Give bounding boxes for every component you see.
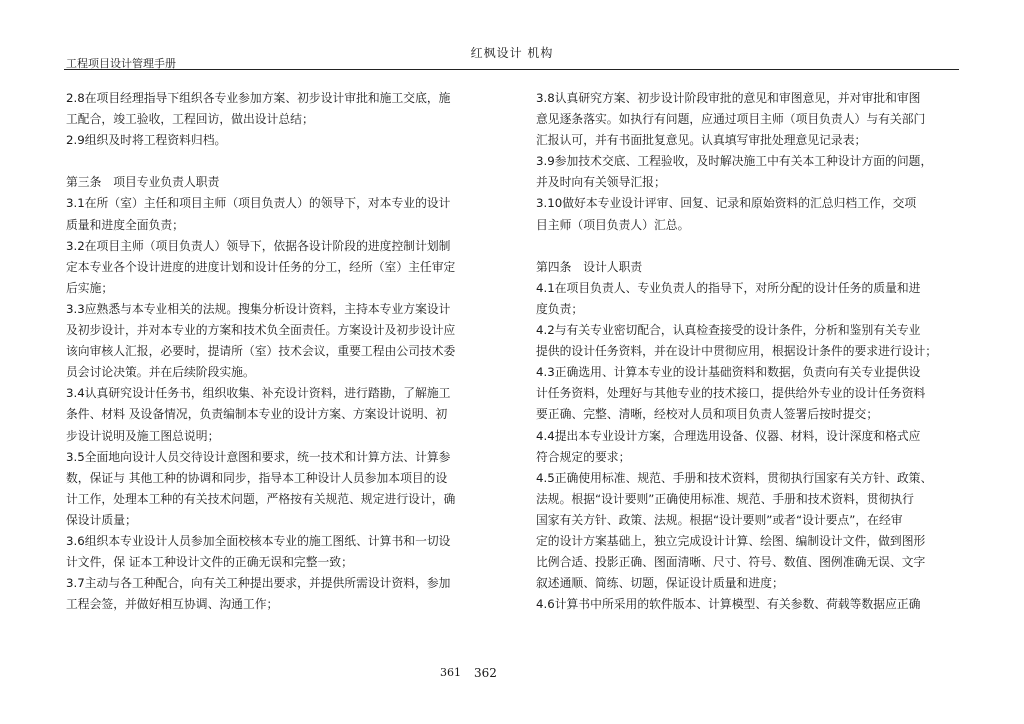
text-line: 叙述通顺、简练、切题，保证设计质量和进度； (536, 576, 784, 591)
text-line: 汇报认可，并有书面批复意见。认真填写审批处理意见记录表； (536, 133, 867, 148)
text-line: 3.6组织本专业设计人员参加全面校核本专业的施工图纸、计算书和一切设 (66, 533, 451, 548)
right-page-column (536, 88, 961, 615)
text-line: 3.1在所（室）主任和项目主师（项目负责人）的领导下，对本专业的设计 (66, 196, 451, 211)
header-divider (64, 69, 959, 70)
text-line: 4.3正确选用、计算本专业的设计基础资料和数据，负责向有关专业提供设 (536, 365, 921, 380)
text-line: 保设计质量； (66, 512, 137, 527)
text-line: 计工作，处理本工种的有关技术问题，严格按有关规范、规定进行设计，确 (66, 491, 456, 506)
text-line: 2.8在项目经理指导下组织各专业参加方案、初步设计审批和施工交底，施 (66, 91, 451, 105)
text-line: 及初步设计，并对本专业的方案和技术负全面责任。方案设计及初步设计应 (66, 323, 456, 338)
text-line: 3.2在项目主师（项目负责人）领导下，依据各设计阶段的进度控制计划制 (66, 238, 451, 253)
text-line: 员会讨论决策。并在后续阶段实施。 (66, 365, 255, 380)
text-line: 数，保证与 其他工种的协调和同步，指导本工种设计人员参加本项目的设 (66, 470, 448, 485)
text-line: 后实施； (66, 280, 114, 295)
text-line: 4.5正确使用标准、规范、手册和技术资料，贯彻执行国家有关方针、政策、 (536, 470, 933, 485)
text-line: 2.9组织及时将工程资料归档。 (66, 133, 227, 148)
text-line: 条件、材料 及设备情况，负责编制本专业的设计方案、方案设计说明、初 (66, 407, 448, 422)
text-line: 工程会签，并做好相互协调、沟通工作； (66, 597, 279, 612)
text-line: 4.2与有关专业密切配合，认真检查接受的设计条件，分析和鉴别有关专业 (536, 323, 921, 338)
text-line: 4.1在项目负责人、专业负责人的指导下，对所分配的设计任务的质量和进 (536, 280, 921, 295)
text-line: 并及时向有关领导汇报； (536, 175, 666, 190)
blank-line (66, 151, 491, 172)
text-line: 步设计说明及施工图总说明； (66, 428, 220, 443)
text-line: 3.4认真研究设计任务书，组织收集、补充设计资料，进行踏勘，了解施工 (66, 386, 451, 401)
text-line: 3.7主动与各工种配合，向有关工种提出要求，并提供所需设计资料，参加 (66, 576, 451, 591)
text-line: 提供的设计任务资料，并在设计中贯彻应用，根据设计条件的要求进行设计； (536, 344, 938, 359)
text-line: 国家有关方针、政策、法规。根据“设计要则”或者“设计要点”，在经审 (536, 512, 903, 527)
text-line: 度负责； (536, 301, 584, 316)
page-number-left: 361 (440, 666, 461, 679)
text-line: 定本专业各个设计进度的进度计划和设计任务的分工，经所（室）主任审定 (66, 259, 456, 274)
text-line: 比例合适、投影正确、图面清晰、尺寸、符号、数值、图例准确无误、文字 (536, 555, 926, 570)
text-line: 法规。根据“设计要则”正确使用标准、规范、手册和技术资料，贯彻执行 (536, 491, 914, 506)
text-line: 质量和进度全面负责； (66, 217, 184, 232)
text-line: 目主师（项目负责人）汇总。 (536, 217, 690, 232)
text-line: 3.9参加技术交底、工程验收，及时解决施工中有关本工种设计方面的问题， (536, 154, 933, 169)
text-line: 意见逐条落实。如执行有问题，应通过项目主师（项目负责人）与有关部门 (536, 112, 926, 127)
text-line: 计任务资料，处理好与其他专业的技术接口，提供给外专业的设计任务资料 (536, 386, 926, 401)
text-line: 4.6计算书中所采用的软件版本、计算模型、有关参数、荷载等数据应正确 (536, 597, 921, 612)
left-page-column (66, 88, 491, 615)
text-line: 定的设计方案基础上，独立完成设计计算、绘图、编制设计文件，做到图形 (536, 533, 926, 548)
text-line: 该向审核人汇报，必要时，提请所（室）技术会议，重要工程由公司技术委 (66, 344, 456, 359)
text-line: 3.8认真研究方案、初步设计阶段审批的意见和审图意见，并对审批和审图 (536, 91, 921, 105)
text-line: 4.4提出本专业设计方案，合理选用设备、仪器、材料，设计深度和格式应 (536, 428, 921, 443)
text-line: 3.10做好本专业设计评审、回复、记录和原始资料的汇总归档工作，交项 (536, 196, 917, 211)
text-line: 计文件，保 证本工种设计文件的正确无误和完整一致； (66, 555, 353, 570)
page-number-right: 362 (474, 666, 497, 680)
text-line: 3.3应熟悉与本专业相关的法规。搜集分析设计资料，主持本专业方案设计 (66, 301, 451, 316)
blank-line (536, 236, 961, 257)
text-line: 要正确、完整、清晰，经校对人员和项目负责人签署后按时提交； (536, 407, 879, 422)
text-line: 符合规定的要求； (536, 449, 631, 464)
header-title: 红枫设计 机构 (470, 46, 554, 60)
text-line: 3.5全面地向设计人员交待设计意图和要求，统一技术和计算方法、计算参 (66, 449, 451, 464)
text-line: 第四条 设计人职责 (536, 259, 643, 274)
text-line: 工配合，竣工验收，工程回访，做出设计总结； (66, 112, 314, 127)
manual-title: 工程项目设计管理手册 (66, 57, 176, 70)
text-line: 第三条 项目专业负责人职责 (66, 175, 220, 190)
